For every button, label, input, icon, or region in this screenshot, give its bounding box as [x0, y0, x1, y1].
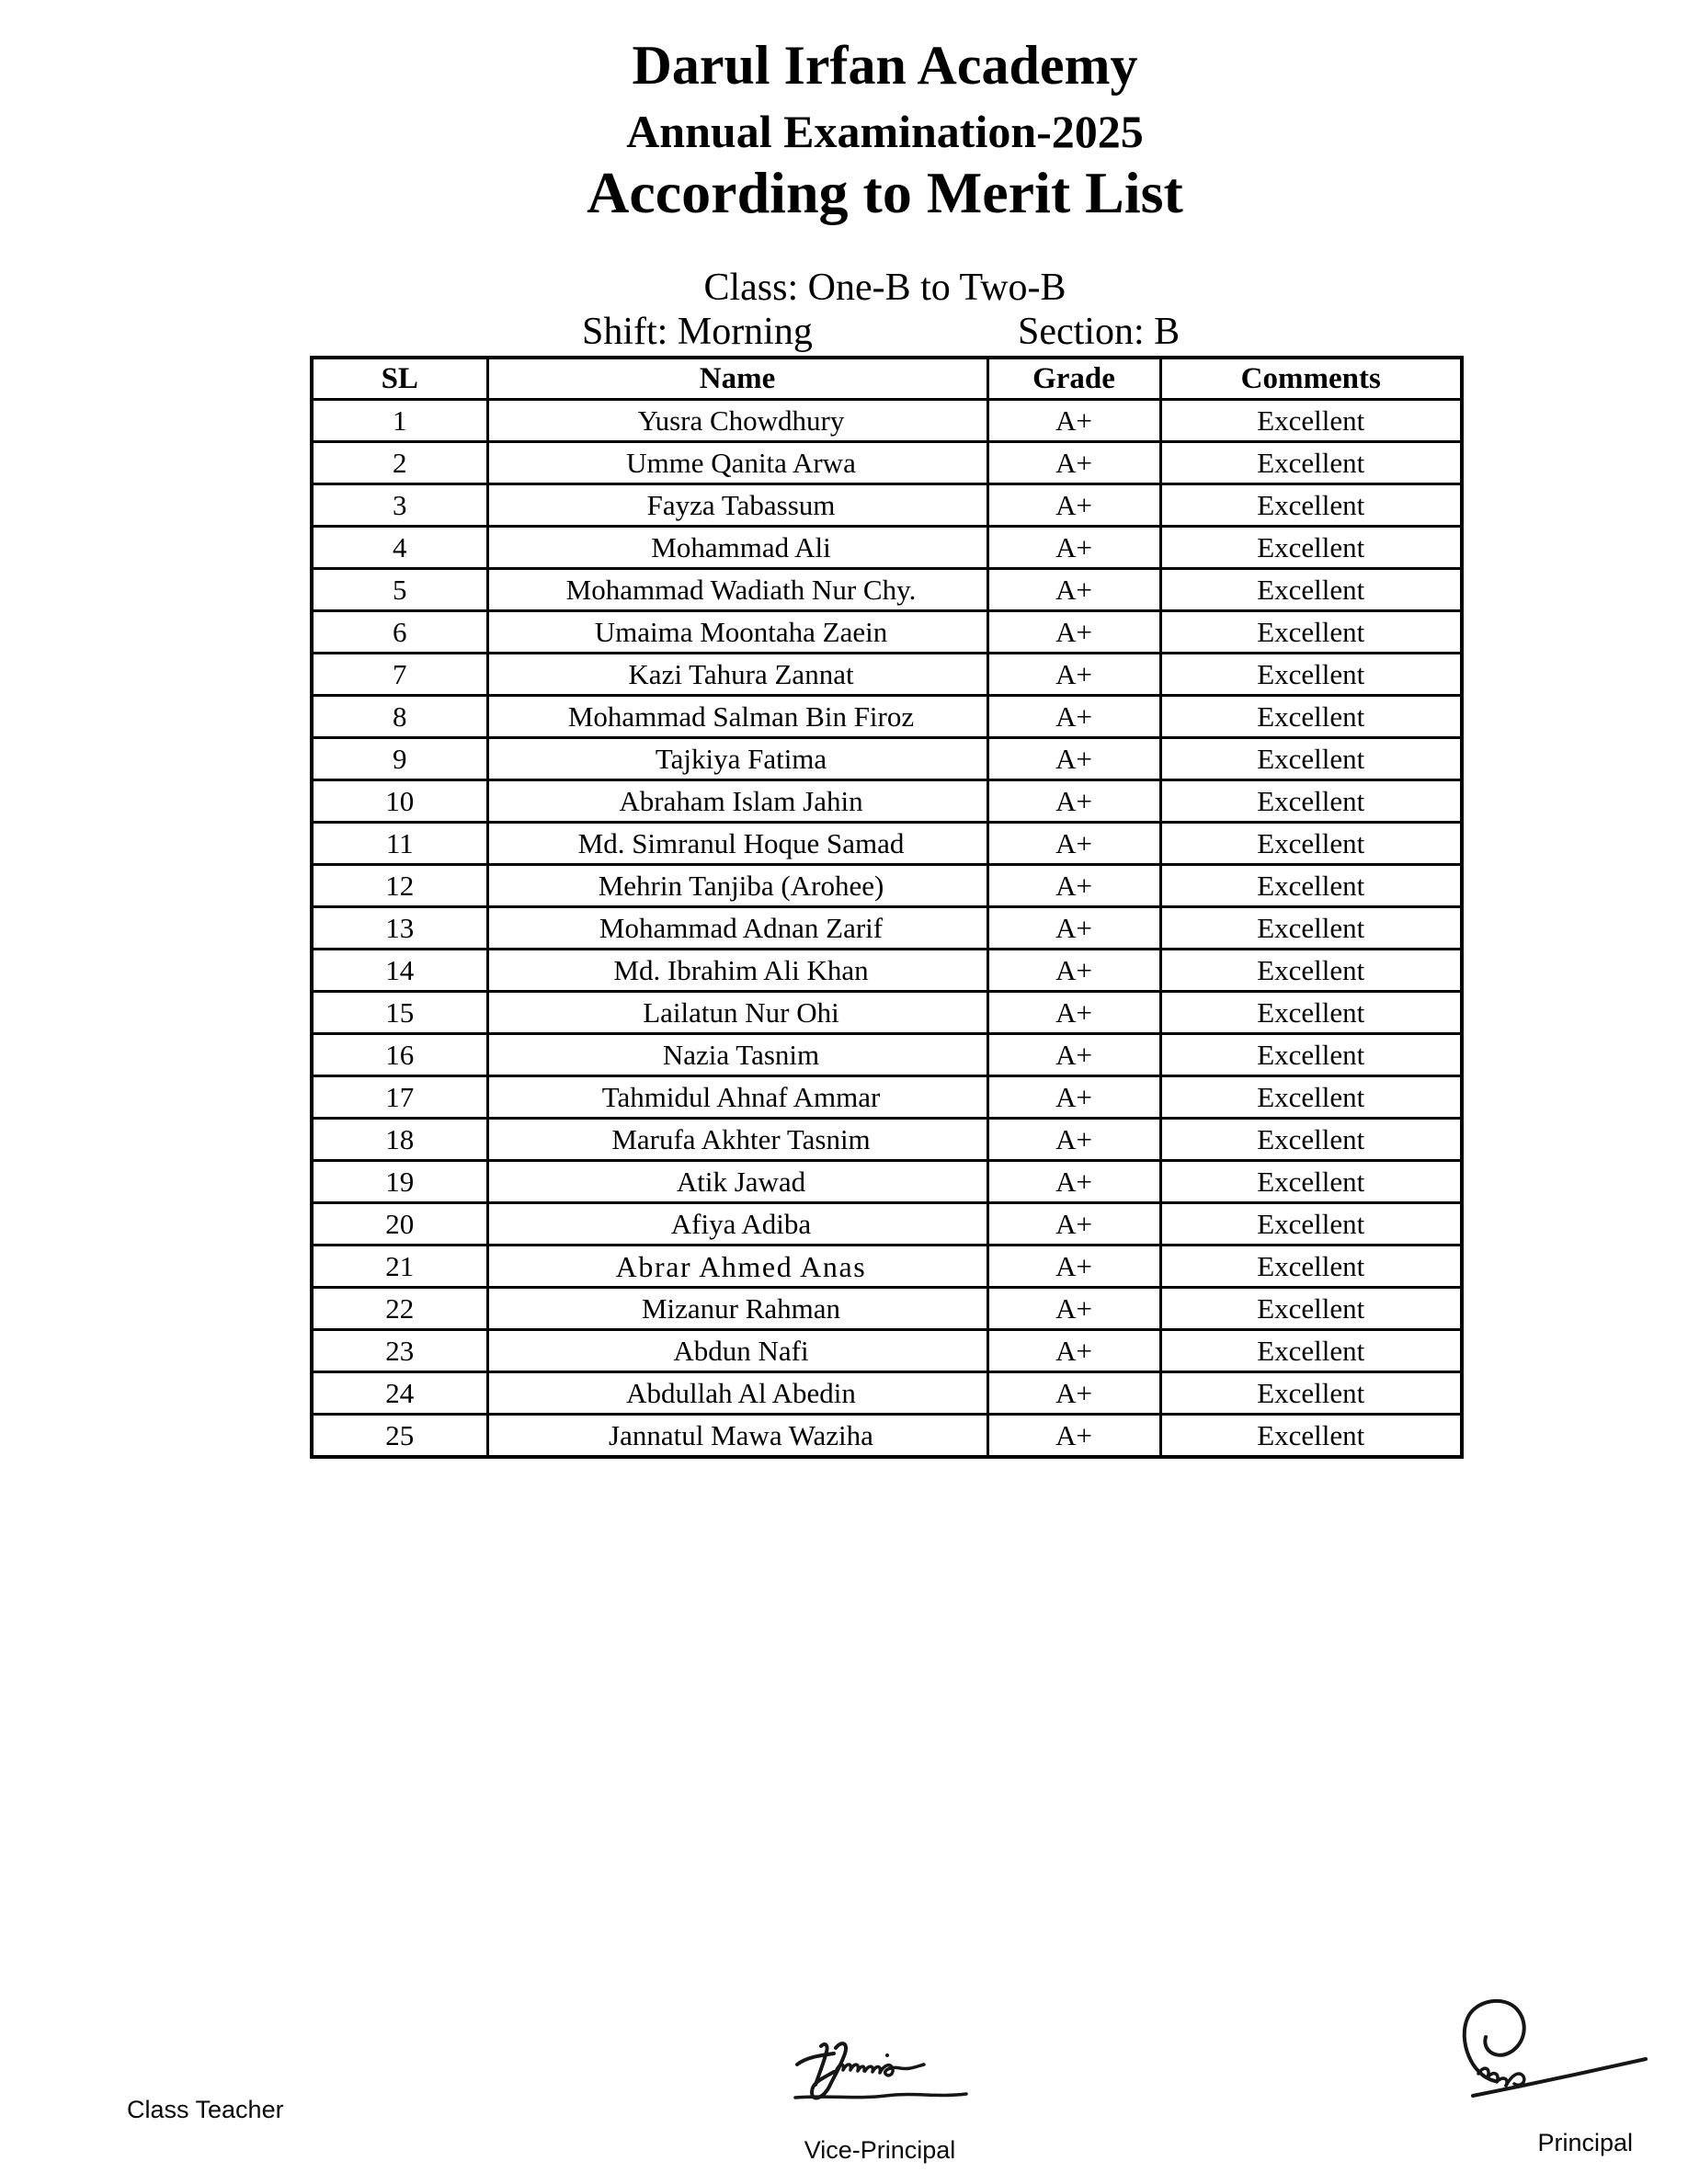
- comments-cell: Excellent: [1160, 611, 1462, 654]
- grade-cell: A+: [987, 1076, 1160, 1119]
- grade-cell: A+: [987, 400, 1160, 442]
- vice-principal-label: Vice-Principal: [804, 2136, 956, 2164]
- name-cell: Abrar Ahmed Anas: [487, 1246, 987, 1288]
- name-cell: Mohammad Salman Bin Firoz: [487, 696, 987, 738]
- column-header-comments: Comments: [1160, 358, 1462, 400]
- sl-cell: 24: [312, 1372, 487, 1415]
- sl-cell: 11: [312, 823, 487, 865]
- name-cell: Lailatun Nur Ohi: [487, 992, 987, 1034]
- principal-label: Principal: [1537, 2129, 1633, 2156]
- comments-cell: Excellent: [1160, 823, 1462, 865]
- grade-cell: A+: [987, 1415, 1160, 1457]
- grade-cell: A+: [987, 527, 1160, 569]
- grade-cell: A+: [987, 950, 1160, 992]
- sl-cell: 1: [312, 400, 487, 442]
- table-row: [312, 907, 1462, 950]
- name-cell: Md. Ibrahim Ali Khan: [487, 950, 987, 992]
- merit-table-body: [312, 400, 1462, 1457]
- comments-cell: Excellent: [1160, 1415, 1462, 1457]
- name-cell: Yusra Chowdhury: [487, 400, 987, 442]
- name-cell: Nazia Tasnim: [487, 1034, 987, 1076]
- merit-list-title: According to Merit List: [587, 159, 1183, 225]
- comments-cell: Excellent: [1160, 1034, 1462, 1076]
- column-header-sl: SL: [312, 358, 487, 400]
- comments-cell: Excellent: [1160, 1203, 1462, 1246]
- table-row: [312, 400, 1462, 442]
- sl-cell: 8: [312, 696, 487, 738]
- name-cell: Tahmidul Ahnaf Ammar: [487, 1076, 987, 1119]
- name-cell: Afiya Adiba: [487, 1203, 987, 1246]
- table-row: [312, 823, 1462, 865]
- table-row: [312, 1372, 1462, 1415]
- section-label: Section: B: [1018, 310, 1180, 353]
- table-row: [312, 1203, 1462, 1246]
- sl-cell: 14: [312, 950, 487, 992]
- document-content: [310, 0, 1460, 1459]
- name-cell: Md. Simranul Hoque Samad: [487, 823, 987, 865]
- name-cell: Kazi Tahura Zannat: [487, 654, 987, 696]
- table-row: [312, 1415, 1462, 1457]
- shift-section-row: [310, 310, 1460, 354]
- name-cell: Umme Qanita Arwa: [487, 442, 987, 484]
- grade-cell: A+: [987, 1330, 1160, 1372]
- table-row: [312, 527, 1462, 569]
- comments-cell: Excellent: [1160, 527, 1462, 569]
- merit-table-header: [312, 358, 1462, 400]
- sl-cell: 15: [312, 992, 487, 1034]
- table-row: [312, 1330, 1462, 1372]
- vice-principal-signature-icon: [784, 2031, 979, 2112]
- grade-cell: A+: [987, 654, 1160, 696]
- table-row: [312, 654, 1462, 696]
- comments-cell: Excellent: [1160, 907, 1462, 950]
- exam-title: Annual Examination-2025: [626, 106, 1144, 157]
- comments-cell: Excellent: [1160, 1161, 1462, 1203]
- table-row: [312, 1288, 1462, 1330]
- sl-cell: 7: [312, 654, 487, 696]
- name-cell: Jannatul Mawa Waziha: [487, 1415, 987, 1457]
- name-cell: Atik Jawad: [487, 1161, 987, 1203]
- name-cell: Mohammad Adnan Zarif: [487, 907, 987, 950]
- grade-cell: A+: [987, 1161, 1160, 1203]
- comments-cell: Excellent: [1160, 950, 1462, 992]
- sl-cell: 4: [312, 527, 487, 569]
- name-cell: Mohammad Ali: [487, 527, 987, 569]
- table-row: [312, 950, 1462, 992]
- comments-cell: Excellent: [1160, 865, 1462, 907]
- comments-cell: Excellent: [1160, 992, 1462, 1034]
- header-row: [312, 358, 1462, 400]
- grade-cell: A+: [987, 1372, 1160, 1415]
- sl-cell: 12: [312, 865, 487, 907]
- comments-cell: Excellent: [1160, 654, 1462, 696]
- grade-cell: A+: [987, 611, 1160, 654]
- name-cell: Umaima Moontaha Zaein: [487, 611, 987, 654]
- grade-cell: A+: [987, 992, 1160, 1034]
- table-row: [312, 569, 1462, 611]
- comments-cell: Excellent: [1160, 1076, 1462, 1119]
- column-header-name: Name: [487, 358, 987, 400]
- comments-cell: Excellent: [1160, 780, 1462, 823]
- comments-cell: Excellent: [1160, 569, 1462, 611]
- comments-cell: Excellent: [1160, 696, 1462, 738]
- principal-signature-icon: [1425, 1993, 1657, 2101]
- sl-cell: 18: [312, 1119, 487, 1161]
- name-cell: Marufa Akhter Tasnim: [487, 1119, 987, 1161]
- sl-cell: 20: [312, 1203, 487, 1246]
- table-row: [312, 1119, 1462, 1161]
- grade-cell: A+: [987, 1246, 1160, 1288]
- grade-cell: A+: [987, 484, 1160, 527]
- name-cell: Mizanur Rahman: [487, 1288, 987, 1330]
- name-cell: Mehrin Tanjiba (Arohee): [487, 865, 987, 907]
- grade-cell: A+: [987, 823, 1160, 865]
- grade-cell: A+: [987, 1203, 1160, 1246]
- school-name-title: Darul Irfan Academy: [632, 35, 1138, 96]
- table-row: [312, 484, 1462, 527]
- grade-cell: A+: [987, 442, 1160, 484]
- comments-cell: Excellent: [1160, 1119, 1462, 1161]
- name-cell: Abdullah Al Abedin: [487, 1372, 987, 1415]
- sl-cell: 3: [312, 484, 487, 527]
- grade-cell: A+: [987, 1119, 1160, 1161]
- sl-cell: 25: [312, 1415, 487, 1457]
- name-cell: Abdun Nafi: [487, 1330, 987, 1372]
- shift-label: Shift: Morning: [582, 310, 813, 353]
- comments-cell: Excellent: [1160, 1330, 1462, 1372]
- table-row: [312, 1246, 1462, 1288]
- table-row: [312, 865, 1462, 907]
- name-cell: Abraham Islam Jahin: [487, 780, 987, 823]
- comments-cell: Excellent: [1160, 400, 1462, 442]
- grade-cell: A+: [987, 1034, 1160, 1076]
- grade-cell: A+: [987, 907, 1160, 950]
- sl-cell: 2: [312, 442, 487, 484]
- class-info: Class: One-B to Two-B: [703, 266, 1066, 309]
- grade-cell: A+: [987, 738, 1160, 780]
- comments-cell: Excellent: [1160, 1372, 1462, 1415]
- sl-cell: 10: [312, 780, 487, 823]
- name-cell: Fayza Tabassum: [487, 484, 987, 527]
- sl-cell: 13: [312, 907, 487, 950]
- sl-cell: 23: [312, 1330, 487, 1372]
- grade-cell: A+: [987, 1288, 1160, 1330]
- name-cell: Mohammad Wadiath Nur Chy.: [487, 569, 987, 611]
- column-header-grade: Grade: [987, 358, 1160, 400]
- comments-cell: Excellent: [1160, 1288, 1462, 1330]
- table-row: [312, 611, 1462, 654]
- comments-cell: Excellent: [1160, 442, 1462, 484]
- grade-cell: A+: [987, 696, 1160, 738]
- table-row: [312, 780, 1462, 823]
- sl-cell: 22: [312, 1288, 487, 1330]
- table-row: [312, 696, 1462, 738]
- comments-cell: Excellent: [1160, 738, 1462, 780]
- grade-cell: A+: [987, 865, 1160, 907]
- table-row: [312, 442, 1462, 484]
- sl-cell: 5: [312, 569, 487, 611]
- grade-cell: A+: [987, 569, 1160, 611]
- table-row: [312, 1076, 1462, 1119]
- table-row: [312, 738, 1462, 780]
- table-row: [312, 1161, 1462, 1203]
- sl-cell: 17: [312, 1076, 487, 1119]
- comments-cell: Excellent: [1160, 484, 1462, 527]
- sl-cell: 19: [312, 1161, 487, 1203]
- merit-table: [310, 356, 1464, 1459]
- sl-cell: 21: [312, 1246, 487, 1288]
- grade-cell: A+: [987, 780, 1160, 823]
- sl-cell: 9: [312, 738, 487, 780]
- comments-cell: Excellent: [1160, 1246, 1462, 1288]
- table-row: [312, 1034, 1462, 1076]
- name-cell: Tajkiya Fatima: [487, 738, 987, 780]
- sl-cell: 16: [312, 1034, 487, 1076]
- class-teacher-label: Class Teacher: [127, 2096, 284, 2123]
- sl-cell: 6: [312, 611, 487, 654]
- table-row: [312, 992, 1462, 1034]
